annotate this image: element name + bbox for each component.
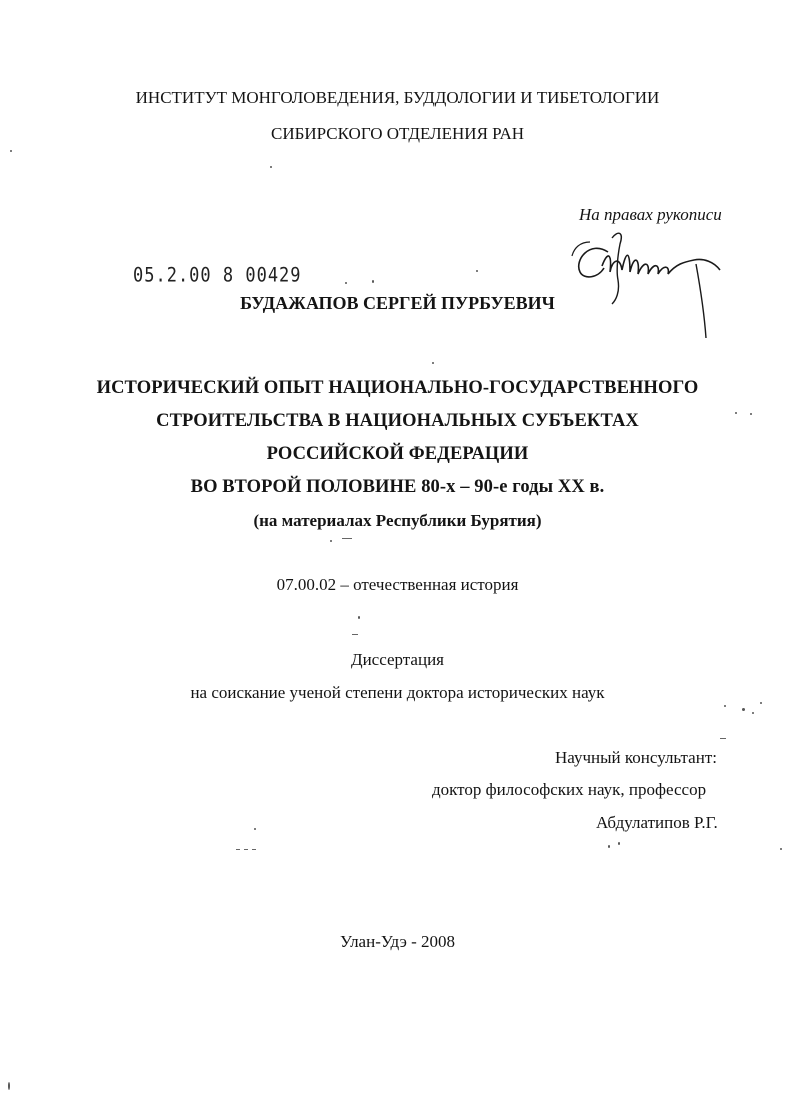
- scan-speck: [330, 540, 332, 542]
- scan-speck: [432, 362, 434, 364]
- signature-icon: [568, 220, 728, 350]
- scan-dash: [236, 849, 240, 850]
- advisor-name: Абдулатипов Р.Г.: [596, 813, 718, 832]
- scan-dash: [252, 849, 256, 850]
- scan-speck: [724, 705, 726, 707]
- title-line-1: ИСТОРИЧЕСКИЙ ОПЫТ НАЦИОНАЛЬНО-ГОСУДАРСТВЕННОГО: [96, 378, 699, 398]
- scan-speck: [270, 166, 272, 168]
- title-line-4: ВО ВТОРОЙ ПОЛОВИНЕ 80-х – 90-е годы XX в.: [190, 477, 605, 497]
- advisor-credentials: доктор философских наук, профессор: [432, 780, 707, 799]
- rights-note: На правах рукописи: [579, 205, 722, 224]
- scan-speck: [760, 702, 762, 704]
- scan-dash: [342, 538, 352, 539]
- scan-speck: [742, 708, 745, 711]
- specialty-code: 07.00.02 – отечественная история: [276, 575, 519, 594]
- scan-speck: [345, 282, 347, 284]
- place-and-year: Улан-Удэ - 2008: [339, 932, 456, 951]
- scan-speck: [358, 616, 360, 619]
- scan-speck: [254, 828, 256, 830]
- scan-dash: [720, 738, 726, 739]
- scan-speck: [608, 845, 610, 848]
- scan-speck: [10, 150, 12, 152]
- scan-speck: [752, 712, 754, 714]
- scan-speck: [8, 1082, 10, 1090]
- scan-speck: [780, 848, 782, 850]
- title-line-2: СТРОИТЕЛЬСТВА В НАЦИОНАЛЬНЫХ СУБЪЕКТАХ: [156, 411, 639, 431]
- institute-branch: СИБИРСКОГО ОТДЕЛЕНИЯ РАН: [270, 124, 525, 143]
- degree-sought: на соискание ученой степени доктора исторических наук: [190, 683, 605, 702]
- library-stamp-number: 05.2.00 8 00429: [133, 264, 302, 287]
- scan-speck: [750, 413, 752, 415]
- scan-speck: [372, 280, 374, 283]
- scan-dash: [244, 849, 248, 850]
- scan-speck: [476, 270, 478, 272]
- title-line-3: РОССИЙСКОЙ ФЕДЕРАЦИИ: [266, 444, 529, 464]
- work-type: Диссертация: [350, 650, 444, 669]
- scan-dash: [352, 634, 358, 635]
- institute-name: ИНСТИТУТ МОНГОЛОВЕДЕНИЯ, БУДДОЛОГИИ И ТИБЕТОЛОГИИ: [135, 88, 660, 107]
- author-name: БУДАЖАПОВ СЕРГЕЙ ПУРБУЕВИЧ: [240, 293, 555, 313]
- scan-speck: [618, 842, 620, 845]
- scan-speck: [735, 412, 737, 414]
- subtitle: (на материалах Республики Бурятия): [253, 511, 542, 530]
- advisor-label: Научный консультант:: [555, 748, 717, 767]
